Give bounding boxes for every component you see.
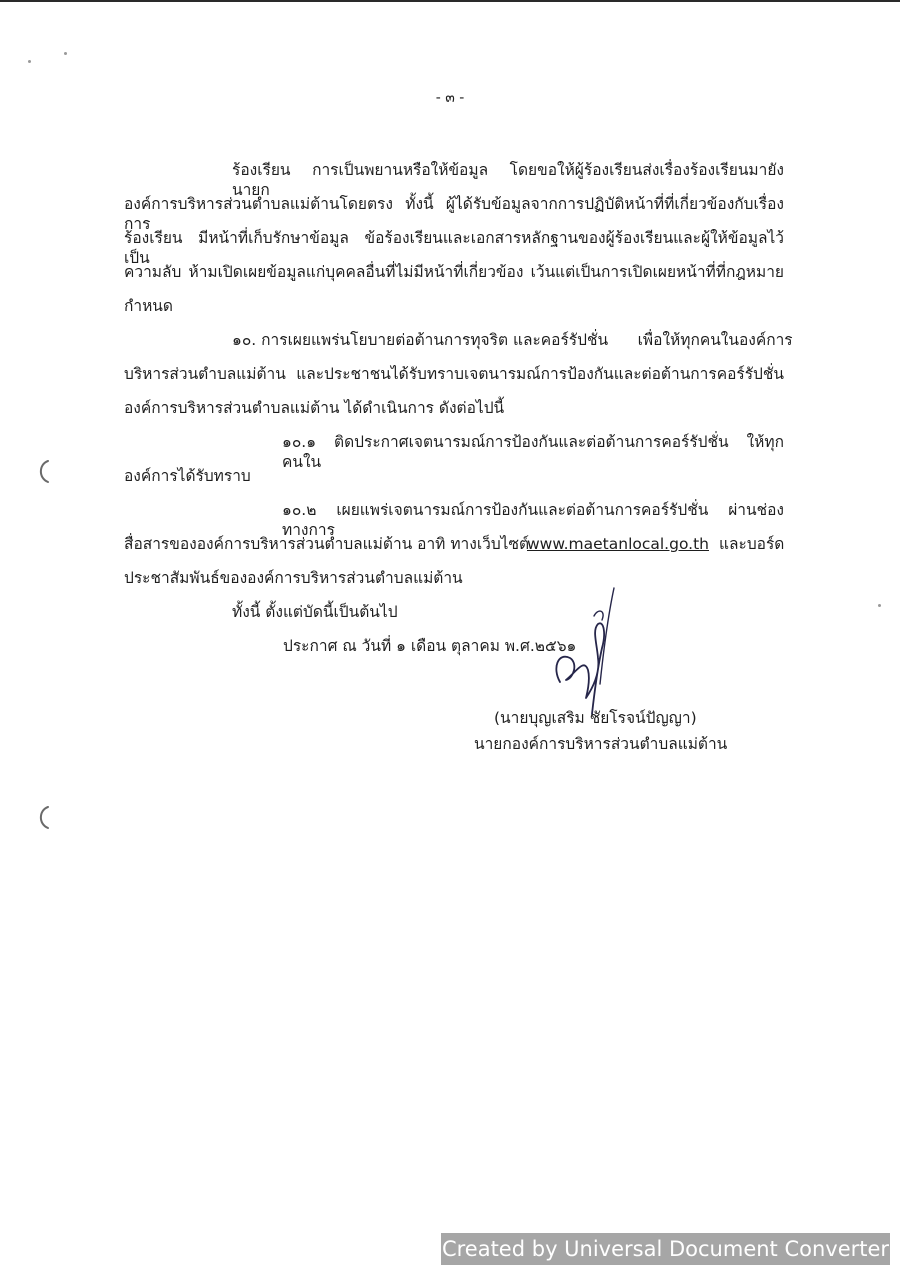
subsection-line: ประชาสัมพันธ์ขององค์การบริหารส่วนตำบลแม่ต้าน <box>124 569 463 587</box>
converter-watermark: Created by Universal Document Converter <box>441 1233 890 1265</box>
subsection-line: ๑๐.๑ ติดประกาศเจตนารมณ์การป้องกันและต่อต้านการคอร์รัปชั่น ให้ทุกคนใน <box>282 433 784 471</box>
subsection-line: ๑๐.๒ เผยแพร่เจตนารมณ์การป้องกันและต่อต้านการคอร์รัปชั่น ผ่านช่องทางการ <box>282 501 784 539</box>
subsection-line: และบอร์ด <box>719 535 785 553</box>
section-heading: ๑๐. การเผยแพร่นโยบายต่อต้านการทุจริต และคอร์รัปชั่น เพื่อให้ทุกคนในองค์การ <box>232 331 793 349</box>
scan-speck <box>64 52 67 55</box>
effective-statement: ทั้งนี้ ตั้งแต่บัดนี้เป็นต้นไป <box>232 603 398 621</box>
paragraph-line: องค์การบริหารส่วนตำบลแม่ต้าน ได้ดำเนินการ ดังต่อไปนี้ <box>124 399 505 417</box>
paragraph-line: ร้องเรียน การเป็นพยานหรือให้ข้อมูล โดยขอให้ผู้ร้องเรียนส่งเรื่องร้องเรียนมายังนายก <box>232 161 784 199</box>
paragraph-line: กำหนด <box>124 297 173 315</box>
scan-speck <box>28 60 31 63</box>
punch-hole-mark <box>34 804 54 832</box>
scan-speck <box>878 604 881 607</box>
paragraph-line: ความลับ ห้ามเปิดเผยข้อมูลแก่บุคคลอื่นที่ไม่มีหน้าที่เกี่ยวข้อง เว้นแต่เป็นการเปิดเผยหน้าที่ที่กฎหมาย <box>124 263 784 281</box>
subsection-line: องค์การได้รับทราบ <box>124 467 251 485</box>
website-link[interactable]: www.maetanlocal.go.th <box>527 535 709 553</box>
signatory-position: นายกองค์การบริหารส่วนตำบลแม่ต้าน <box>474 735 728 753</box>
page-number: - ๓ - <box>435 90 465 106</box>
paragraph-line: บริหารส่วนตำบลแม่ต้าน และประชาชนได้รับทราบเจตนารมณ์การป้องกันและต่อต้านการคอร์รัปชั่น <box>124 365 784 383</box>
paragraph-line: ร้องเรียน มีหน้าที่เก็บรักษาข้อมูล ข้อร้องเรียนและเอกสารหลักฐานของผู้ร้องเรียนและผู้ให้ข้อมูลไว้เป็น <box>124 229 784 267</box>
subsection-line: สื่อสารขององค์การบริหารส่วนตำบลแม่ต้าน อาทิ ทางเว็บไซต์ <box>124 535 530 553</box>
announcement-date: ประกาศ ณ วันที่ ๑ เดือน ตุลาคม พ.ศ.๒๕๖๑ <box>283 637 577 655</box>
punch-hole-mark <box>34 458 54 486</box>
page-top-edge <box>0 0 900 2</box>
handwritten-signature <box>548 586 628 726</box>
signatory-name: (นายบุญเสริม ชัยโรจน์ปัญญา) <box>494 709 697 727</box>
paragraph-line: องค์การบริหารส่วนตำบลแม่ต้านโดยตรง ทั้งนี้ ผู้ได้รับข้อมูลจากการปฏิบัติหน้าที่ที่เกี่ยวข้องกับเรื่องการ <box>124 195 784 233</box>
